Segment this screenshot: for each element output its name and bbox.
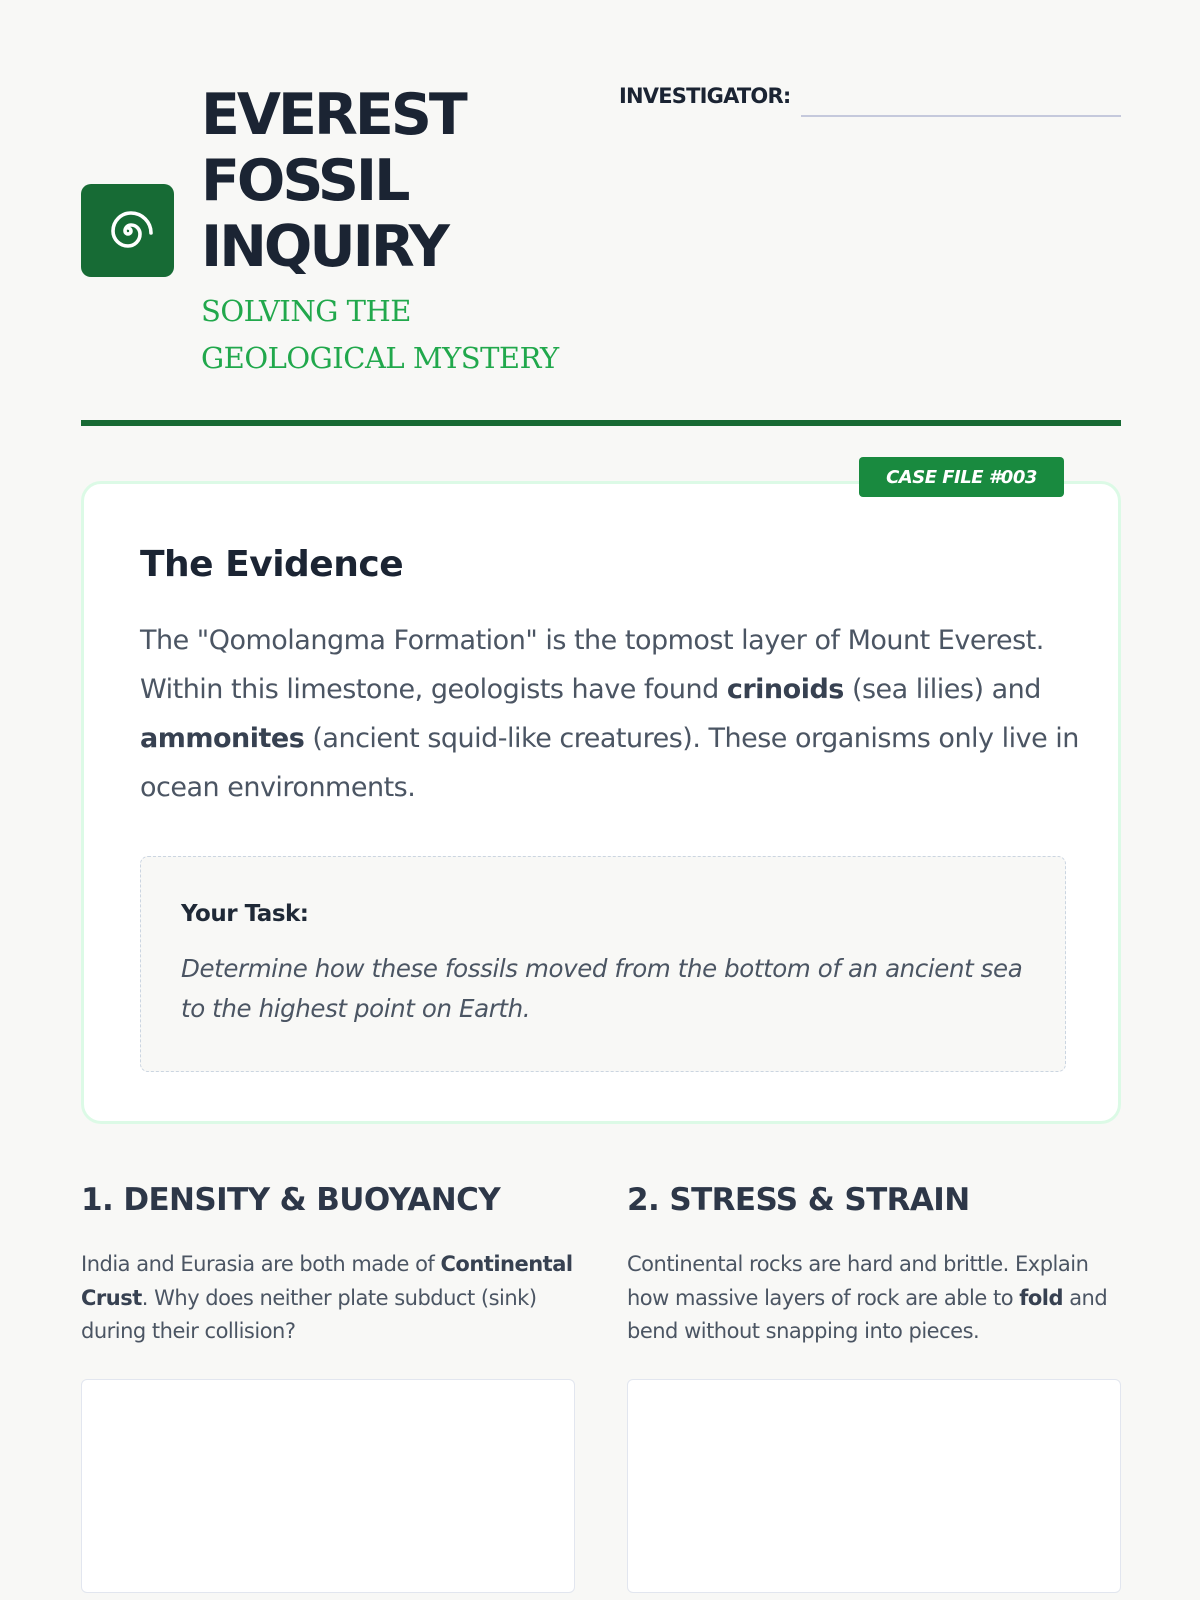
evidence-keyword: ammonites — [140, 723, 305, 754]
evidence-text — [140, 616, 1080, 812]
question-keyword: fold — [1019, 1285, 1064, 1310]
task-text: Determine how these fossils moved from the bottom of an ancient sea to the highest point on Earth. — [181, 954, 1023, 1023]
evidence-text-part: (ancient squid-like creatures). These organisms only live in ocean environments. — [140, 723, 1079, 803]
evidence-title: The Evidence — [140, 544, 404, 585]
evidence-text-part: The "Qomolangma Formation" is the topmost layer of Mount Everest. Within this limestone, geologists have found — [140, 625, 1044, 705]
evidence-card — [81, 481, 1121, 1124]
case-file-badge: CASE FILE #003 — [859, 457, 1064, 497]
question-text — [627, 1248, 1121, 1349]
question-text-part: Continental rocks are hard and brittle. Explain how massive layers of rock are able to — [627, 1252, 1089, 1310]
investigator-name-field[interactable] — [801, 115, 1121, 117]
investigator-label: INVESTIGATOR: — [619, 84, 791, 108]
question-text-part: India and Eurasia are both made of — [81, 1252, 441, 1276]
title-line: INQUIRY — [201, 214, 447, 280]
question-text-part: . Why does neither plate subduct (sink) during their collision? — [81, 1285, 537, 1343]
question-text — [81, 1248, 575, 1349]
question-title: 2. STRESS & STRAIN — [627, 1182, 970, 1218]
answer-box-density[interactable] — [81, 1379, 575, 1593]
header-divider — [81, 420, 1121, 426]
worksheet-subtitle: SOLVING THE GEOLOGICAL MYSTERY — [201, 294, 559, 375]
title-line: EVEREST — [201, 82, 465, 148]
task-box — [140, 856, 1066, 1072]
question-keyword: Continental Crust — [81, 1252, 573, 1310]
question-density — [81, 1178, 575, 1349]
worksheet-title — [201, 82, 531, 280]
task-label: Your Task: — [181, 901, 309, 927]
worksheet-header — [81, 80, 1121, 430]
answer-box-stress[interactable] — [627, 1379, 1121, 1593]
question-title: 1. DENSITY & BUOYANCY — [81, 1182, 501, 1218]
question-stress — [627, 1178, 1121, 1349]
title-line: FOSSIL — [201, 148, 408, 214]
fossil-logo — [81, 184, 174, 277]
question-text-part: and bend without snapping into pieces. — [627, 1285, 1108, 1343]
evidence-text-part: (sea lilies) and — [843, 674, 1041, 705]
evidence-keyword: crinoids — [726, 674, 844, 705]
spiral-fossil-icon — [102, 205, 154, 257]
